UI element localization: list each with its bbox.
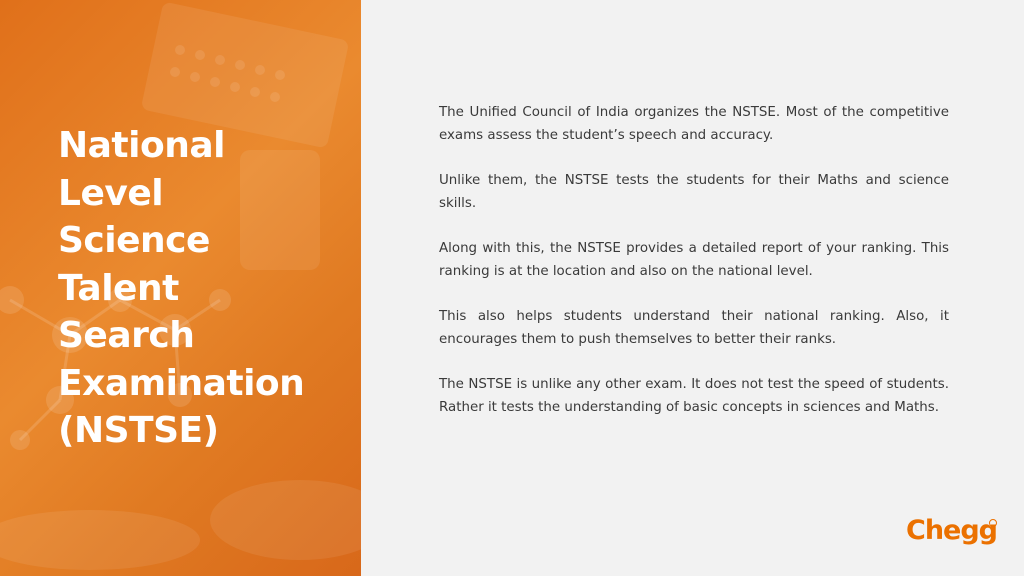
paragraph: Along with this, the NSTSE provides a detailed report of your ranking. This ranking is at the location and also on the national level.	[439, 241, 949, 279]
paragraph: Unlike them, the NSTSE tests the students for their Maths and science skills.	[439, 173, 949, 211]
logo-text: Chegg	[906, 515, 998, 546]
title-line: Science	[58, 220, 210, 261]
title-line: Talent	[58, 267, 179, 309]
paragraph: The Unified Council of India organizes the NSTSE. Most of the competitive exams assess the student’s speech and accuracy.	[439, 105, 949, 143]
chegg-logo	[906, 513, 996, 549]
title-line: Examination	[58, 362, 305, 404]
title-line: Search	[58, 315, 195, 356]
title-line: National	[58, 125, 225, 166]
paragraph: This also helps students understand their national ranking. Also, it encourages them to push themselves to better their ranks.	[439, 309, 949, 347]
slide-title	[58, 122, 348, 455]
registered-mark-icon	[989, 519, 997, 527]
body-text	[439, 101, 949, 441]
title-line: (NSTSE)	[58, 410, 219, 451]
title-line: Level	[58, 172, 164, 214]
paragraph: The NSTSE is unlike any other exam. It does not test the speed of students. Rather it tests the understanding of basic concepts in sciences and Maths.	[439, 377, 949, 415]
title-panel	[0, 0, 361, 576]
